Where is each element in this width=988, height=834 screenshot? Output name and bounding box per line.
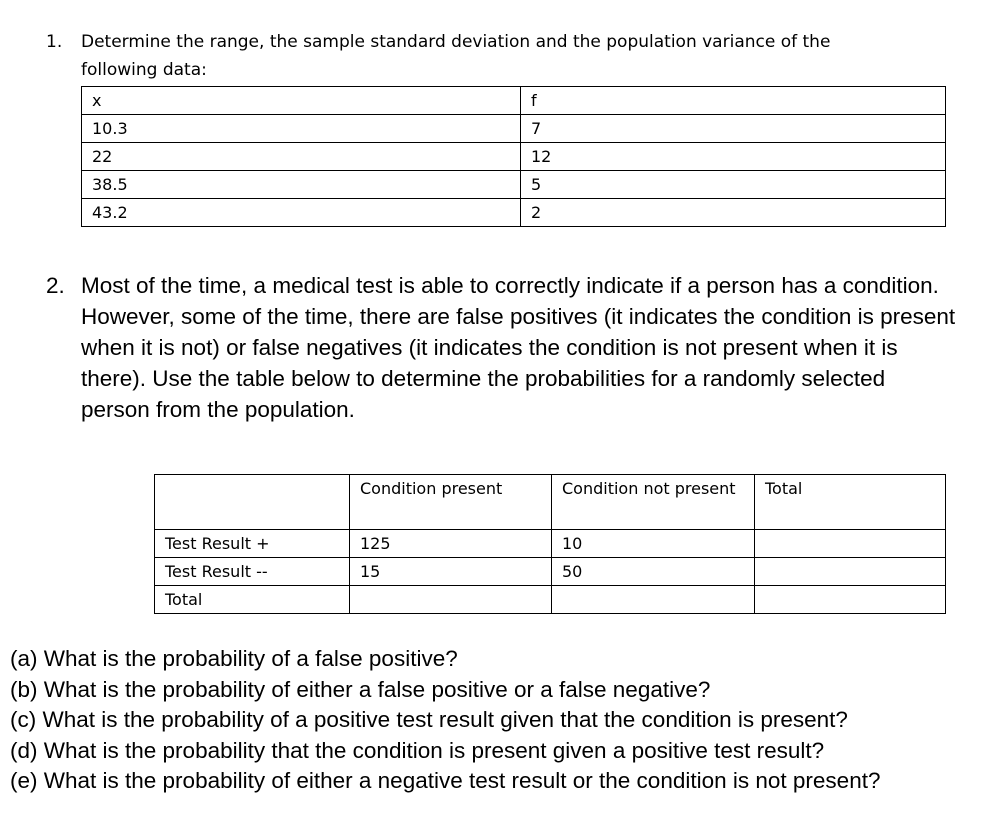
table-row xyxy=(82,115,946,143)
header-condition-present: Condition present xyxy=(350,475,552,530)
frequency-table xyxy=(81,86,946,227)
header-f: f xyxy=(521,87,946,115)
cell-f: 12 xyxy=(521,143,946,171)
subquestion-d: (d) What is the probability that the condition is present given a positive test result? xyxy=(10,737,825,763)
cell-x: 22 xyxy=(82,143,521,171)
question-1-number: 1. xyxy=(46,32,63,52)
table-header-row xyxy=(155,475,946,530)
table-row xyxy=(82,199,946,227)
cell-condition-present: 15 xyxy=(350,558,552,586)
cell-x: 10.3 xyxy=(82,115,521,143)
question-1 xyxy=(46,28,946,84)
cell-f: 5 xyxy=(521,171,946,199)
table-row xyxy=(82,143,946,171)
cell-condition-not-present: 50 xyxy=(552,558,755,586)
question-2 xyxy=(46,270,956,425)
row-label: Total xyxy=(155,586,350,614)
question-2-number: 2. xyxy=(46,273,65,298)
cell-total xyxy=(755,530,946,558)
header-blank xyxy=(155,475,350,530)
cell-condition-not-present: 10 xyxy=(552,530,755,558)
subquestion-a: (a) What is the probability of a false positive? xyxy=(10,646,458,671)
header-x: x xyxy=(82,87,521,115)
table-header-row xyxy=(82,87,946,115)
cell-f: 7 xyxy=(521,115,946,143)
row-label: Test Result + xyxy=(155,530,350,558)
subquestions xyxy=(10,644,980,797)
contingency-table xyxy=(154,474,946,614)
cell-total xyxy=(755,586,946,614)
row-label: Test Result -- xyxy=(155,558,350,586)
cell-condition-present: 125 xyxy=(350,530,552,558)
header-condition-not-present: Condition not present xyxy=(552,475,755,530)
cell-condition-present xyxy=(350,586,552,614)
subquestion-b: (b) What is the probability of either a false positive or a false negative? xyxy=(10,676,711,702)
table-row xyxy=(155,586,946,614)
subquestion-e: (e) What is the probability of either a negative test result or the condition is not present? xyxy=(10,768,881,793)
cell-condition-not-present xyxy=(552,586,755,614)
table-row xyxy=(155,558,946,586)
cell-x: 38.5 xyxy=(82,171,521,199)
cell-f: 2 xyxy=(521,199,946,227)
subquestion-c: (c) What is the probability of a positive test result given that the condition is present? xyxy=(10,707,848,732)
question-1-text: Determine the range, the sample standard deviation and the population variance of the following data: xyxy=(81,32,831,80)
question-2-text: Most of the time, a medical test is able to correctly indicate if a person has a condition. However, some of the time, there are false positives (it indicates the condition is present when it is not) or false negatives (it indicates the condition is not present when it is there). Use the table below to determine the probabilities for a randomly selected person from the population. xyxy=(81,273,956,422)
header-total: Total xyxy=(755,475,946,530)
table-row xyxy=(82,171,946,199)
cell-x: 43.2 xyxy=(82,199,521,227)
table-row xyxy=(155,530,946,558)
cell-total xyxy=(755,558,946,586)
